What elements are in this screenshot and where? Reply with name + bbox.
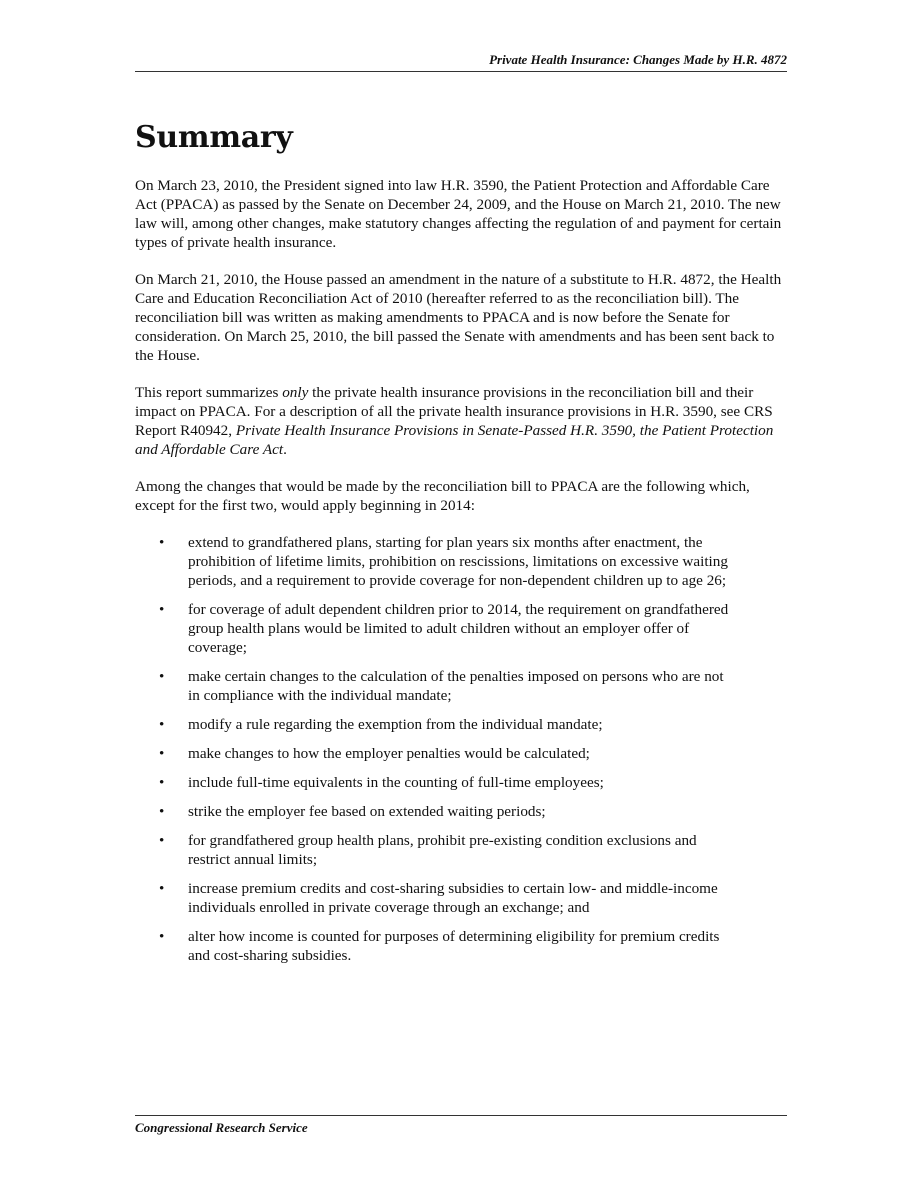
paragraph-1: On March 23, 2010, the President signed into law H.R. 3590, the Patient Protection and Affordable Care Act (PPACA) as passed by the Senate on December 24, 2009, and the House on March 21, 2010. The new law will, among other changes, make statutory changes affecting the regulation of and payment for certain types of private health insurance. [135, 177, 782, 251]
list-item-text: for coverage of adult dependent children prior to 2014, the requirement on grandfathered group health plans would be limited to adult children without an employer offer of coverage; [188, 601, 729, 656]
crs-report-title: Private Health Insurance Provisions in Senate-Passed H.R. 3590, the Patient Protection and Affordable Care Act [135, 422, 774, 458]
bullet-icon: • [159, 745, 165, 762]
paragraph-3-emphasis: only [282, 384, 309, 401]
list-item-text: strike the employer fee based on extended waiting periods; [188, 803, 546, 820]
bullet-icon: • [159, 774, 165, 791]
list-item [135, 927, 787, 965]
bullet-icon: • [159, 534, 165, 551]
footer-organization: Congressional Research Service [135, 1120, 308, 1135]
changes-list [135, 533, 787, 965]
section-title: Summary [135, 120, 293, 155]
list-item-text: include full-time equivalents in the counting of full-time employees; [188, 774, 604, 791]
list-item [135, 802, 787, 821]
paragraph-3 [135, 383, 787, 459]
list-item [135, 715, 787, 734]
list-item-text: extend to grandfathered plans, starting for plan years six months after enactment, the prohibition of lifetime limits, prohibition on rescissions, limitations on excessive waiting periods, and a requirement to provide coverage for non-dependent children up to age 26; [188, 534, 728, 589]
list-item [135, 600, 787, 657]
list-item [135, 831, 787, 869]
list-item [135, 533, 787, 590]
bullet-icon: • [159, 880, 165, 897]
running-header [135, 52, 787, 72]
list-item-text: alter how income is counted for purposes of determining eligibility for premium credits and cost-sharing subsidies. [188, 928, 720, 964]
list-item-text: make certain changes to the calculation of the penalties imposed on persons who are not in compliance with the individual mandate; [188, 668, 724, 704]
bullet-icon: • [159, 716, 165, 733]
bullet-icon: • [159, 928, 165, 945]
paragraph-4: Among the changes that would be made by the reconciliation bill to PPACA are the following which, except for the first two, would apply beginning in 2014: [135, 478, 750, 514]
list-item-text: make changes to how the employer penalties would be calculated; [188, 745, 590, 762]
summary-body [135, 176, 787, 975]
list-item [135, 744, 787, 763]
paragraph-2: On March 21, 2010, the House passed an amendment in the nature of a substitute to H.R. 4872, the Health Care and Education Reconciliation Act of 2010 (hereafter referred to as the reconciliation bill). The reconciliation bill was written as making amendments to PPACA and is now before the Senate for consideration. On March 25, 2010, the bill passed the Senate with amendments and has been sent back to the House. [135, 271, 782, 364]
running-header-title: Private Health Insurance: Changes Made by H.R. 4872 [489, 52, 787, 67]
paragraph-3-part2: the private health insurance provisions in the reconciliation bill and their impact on PPACA. For a description of all the private health insurance provisions in H.R. 3590, see CRS Report R40942, [135, 384, 773, 439]
bullet-icon: • [159, 803, 165, 820]
list-item [135, 667, 787, 705]
list-item-text: increase premium credits and cost-sharing subsidies to certain low- and middle-income individuals enrolled in private coverage through an exchange; and [188, 880, 718, 916]
bullet-icon: • [159, 668, 165, 685]
list-item-text: modify a rule regarding the exemption from the individual mandate; [188, 716, 603, 733]
list-item [135, 773, 787, 792]
running-footer [135, 1115, 787, 1136]
bullet-icon: • [159, 601, 165, 618]
paragraph-3-part1: This report summarizes [135, 384, 283, 401]
paragraph-3-part3: . [283, 441, 287, 458]
list-item-text: for grandfathered group health plans, prohibit pre-existing condition exclusions and restrict annual limits; [188, 832, 697, 868]
bullet-icon: • [159, 832, 165, 849]
list-item [135, 879, 787, 917]
